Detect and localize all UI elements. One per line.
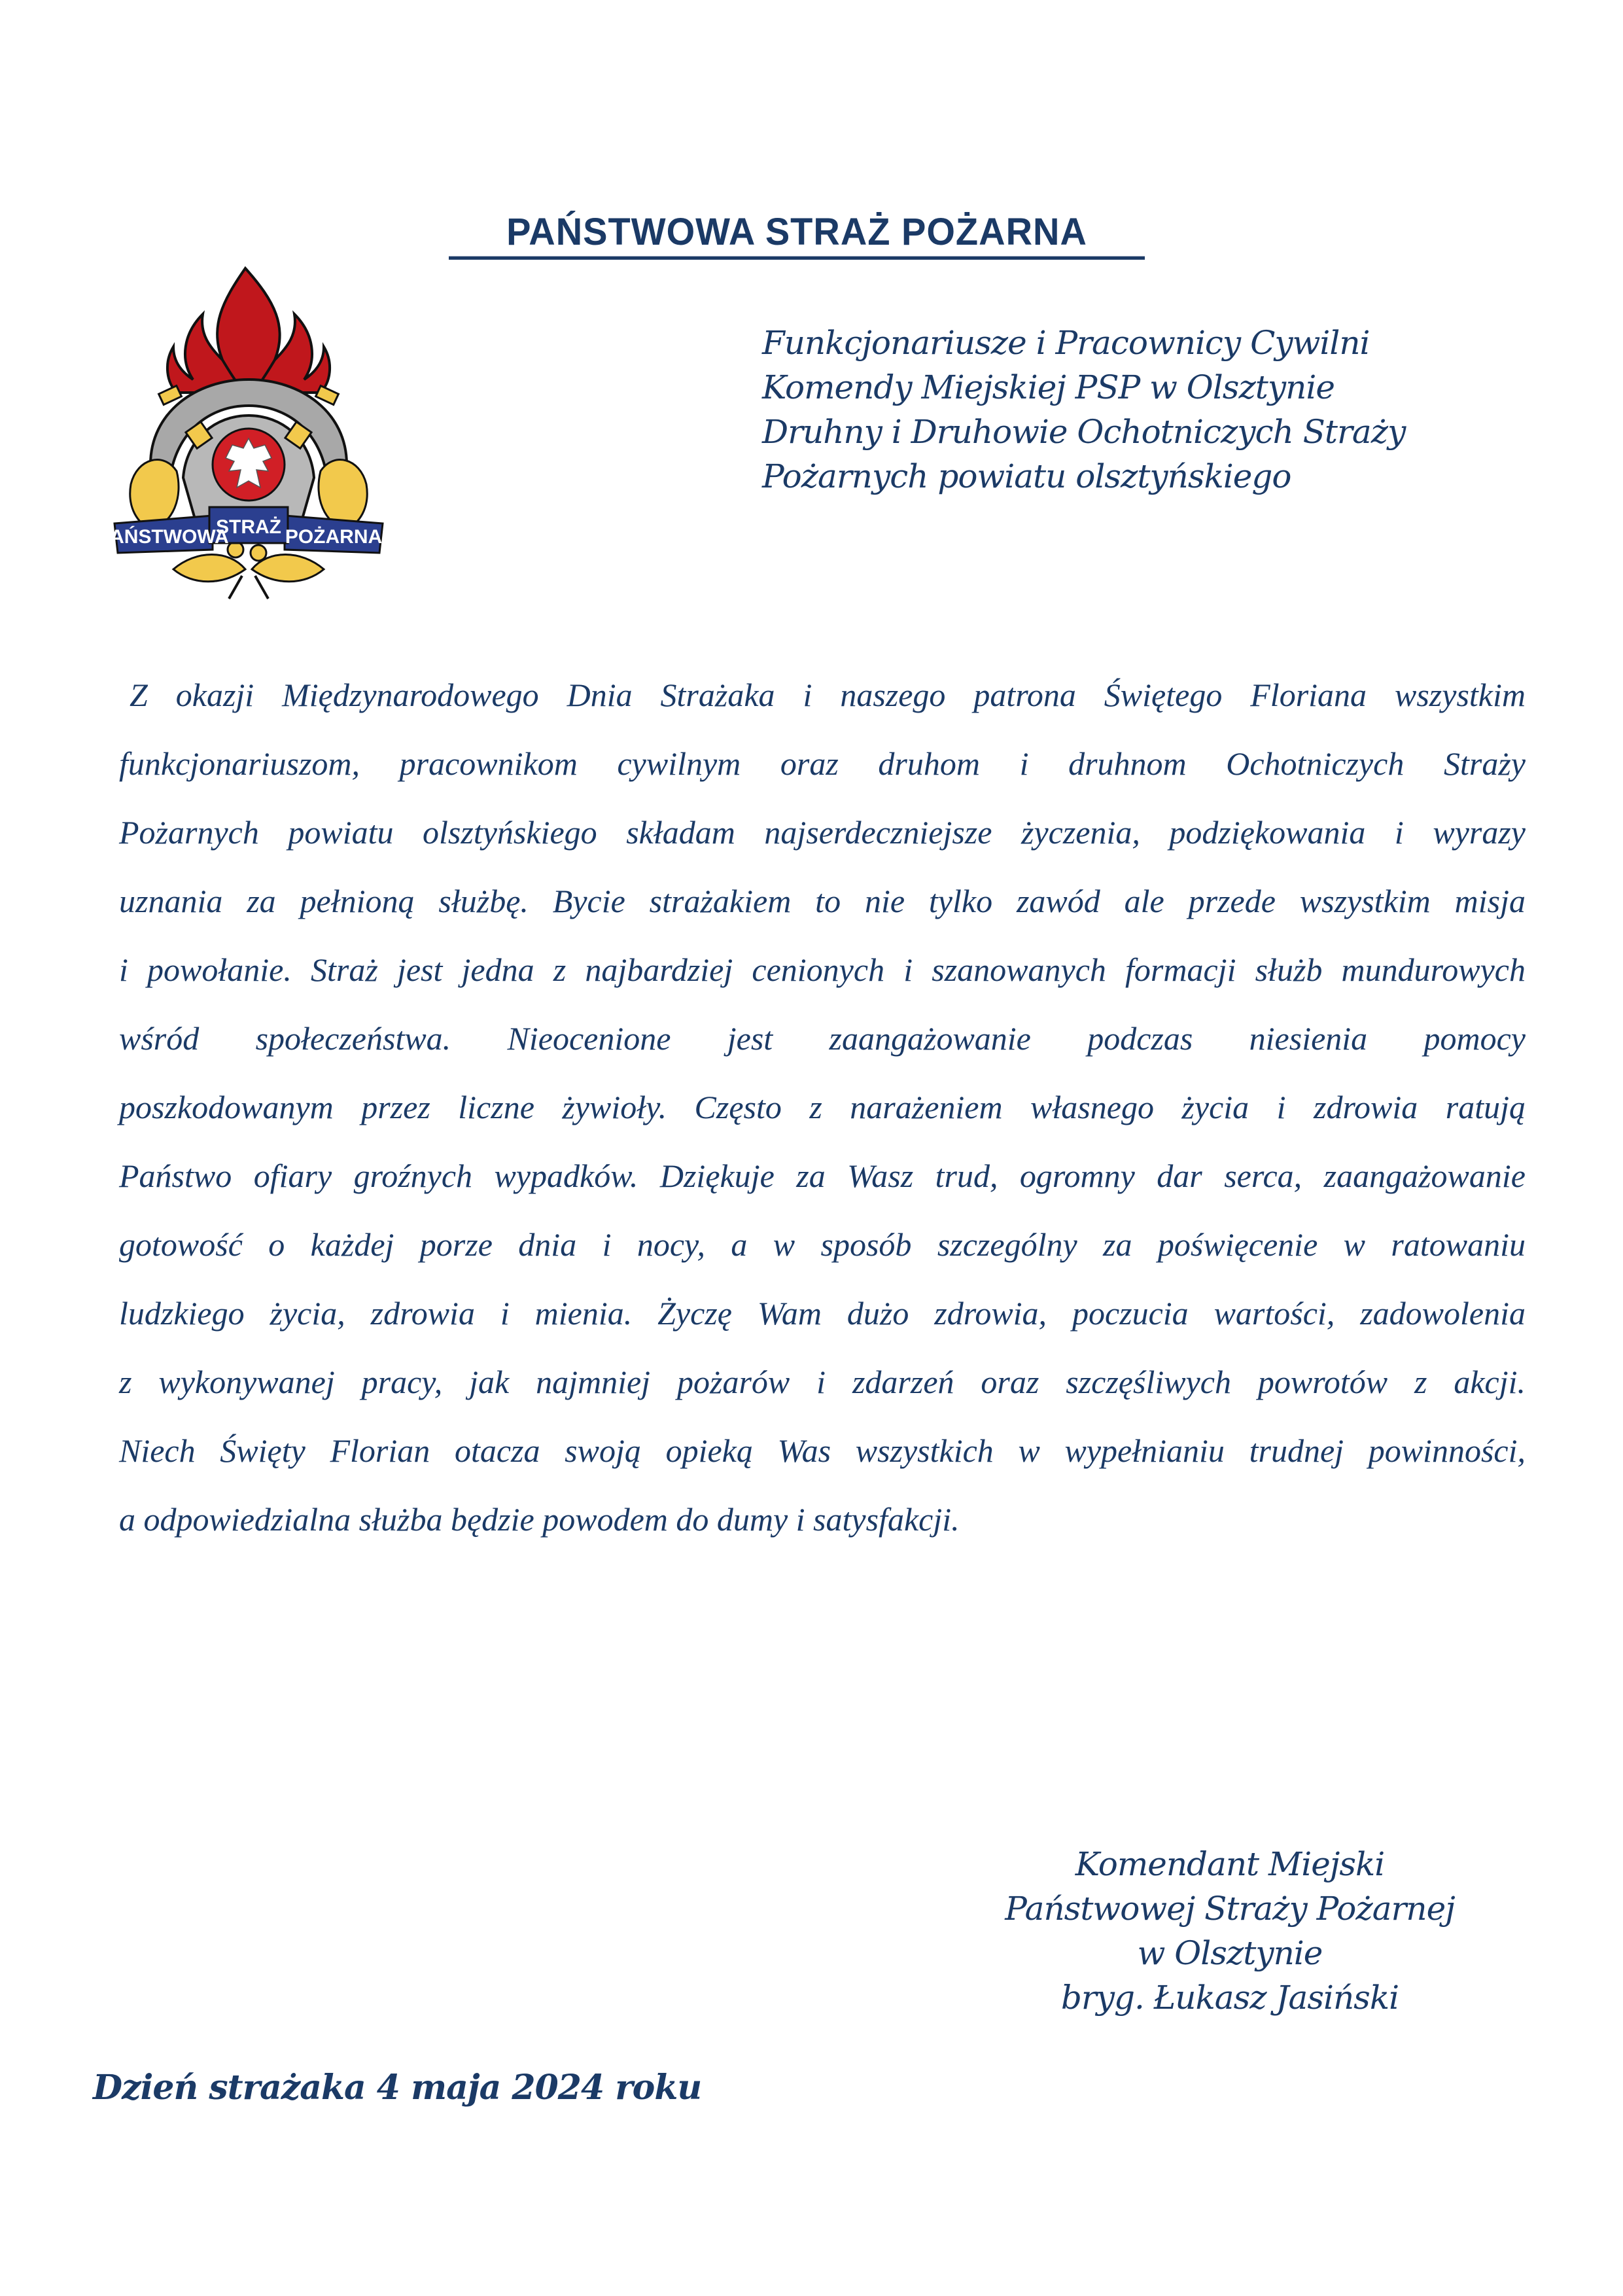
signature-line: bryg. Łukasz Jasiński <box>1060 1979 1399 2017</box>
body-line: Pożarnych powiatu olsztyńskiego składam najserdeczniejsze życzenia, podziękowania i wyrazy <box>119 814 1526 851</box>
body-line: funkcjonariuszom, pracownikom cywilnym oraz druhom i druhnom Ochotniczych Straży <box>119 745 1526 782</box>
letter-body <box>119 661 1526 1554</box>
body-line: Państwo ofiary groźnych wypadków. Dziękuje za Wasz trud, ogromny dar serca, zaangażowanie <box>119 1157 1526 1194</box>
addressee-line: Komendy Miejskiej PSP w Olsztynie <box>762 368 1335 406</box>
flame-icon <box>167 268 330 393</box>
signature-line: Komendant Miejski <box>1075 1845 1385 1883</box>
ribbon-center-text: STRAŻ <box>216 516 281 538</box>
body-line: ludzkiego życia, zdrowia i mienia. Życzę Wam dużo zdrowia, poczucia wartości, zadowolenia <box>119 1295 1526 1332</box>
ribbon-left-text: PAŃSTWOWA <box>111 526 229 548</box>
body-line: i powołanie. Straż jest jedna z najbardziej cenionych i szanowanych formacji służb mundurowych <box>119 951 1526 988</box>
signature-block <box>968 1842 1492 2020</box>
signature-line: Państwowej Straży Pożarnej <box>1005 1890 1455 1928</box>
page-title: PAŃSTWOWA STRAŻ POŻARNA <box>449 207 1145 260</box>
ribbon-right-text: POŻARNA <box>285 526 383 548</box>
psp-emblem-icon <box>111 262 386 602</box>
body-line: wśród społeczeństwa. Nieocenione jest zaangażowanie podczas niesienia pomocy <box>119 1020 1526 1057</box>
body-line: a odpowiedzialna służba będzie powodem do dumy i satysfakcji. <box>119 1501 960 1538</box>
body-line: Niech Święty Florian otacza swoją opieką Was wszystkich w wypełnianiu trudnej powinności, <box>119 1432 1526 1469</box>
body-line: poszkodowanym przez liczne żywioły. Często z narażeniem własnego życia i zdrowia ratują <box>119 1089 1526 1125</box>
addressee-line: Funkcjonariusze i Pracownicy Cywilni <box>762 324 1370 362</box>
body-line: gotowość o każdej porze dnia i nocy, a w sposób szczególny za poświęcenie w ratowaniu <box>119 1226 1526 1263</box>
body-line: z wykonywanej pracy, jak najmniej pożarów i zdarzeń oraz szczęśliwych powrotów z akcji. <box>119 1364 1526 1400</box>
body-line: Z okazji Międzynarodowego Dnia Strażaka i naszego patrona Świętego Floriana wszystkim <box>130 677 1526 713</box>
addressees-block <box>762 321 1405 499</box>
addressee-line: Druhny i Druhowie Ochotniczych Straży <box>762 413 1406 451</box>
body-line: uznania za pełnioną służbę. Bycie strażakiem to nie tylko zawód ale przede wszystkim misja <box>119 883 1526 919</box>
signature-line: w Olsztynie <box>1137 1934 1323 1972</box>
psp-emblem-logo <box>111 262 386 602</box>
addressee-line: Pożarnych powiatu olsztyńskiego <box>762 457 1291 495</box>
date-line: Dzień strażaka 4 maja 2024 roku <box>93 2068 702 2108</box>
